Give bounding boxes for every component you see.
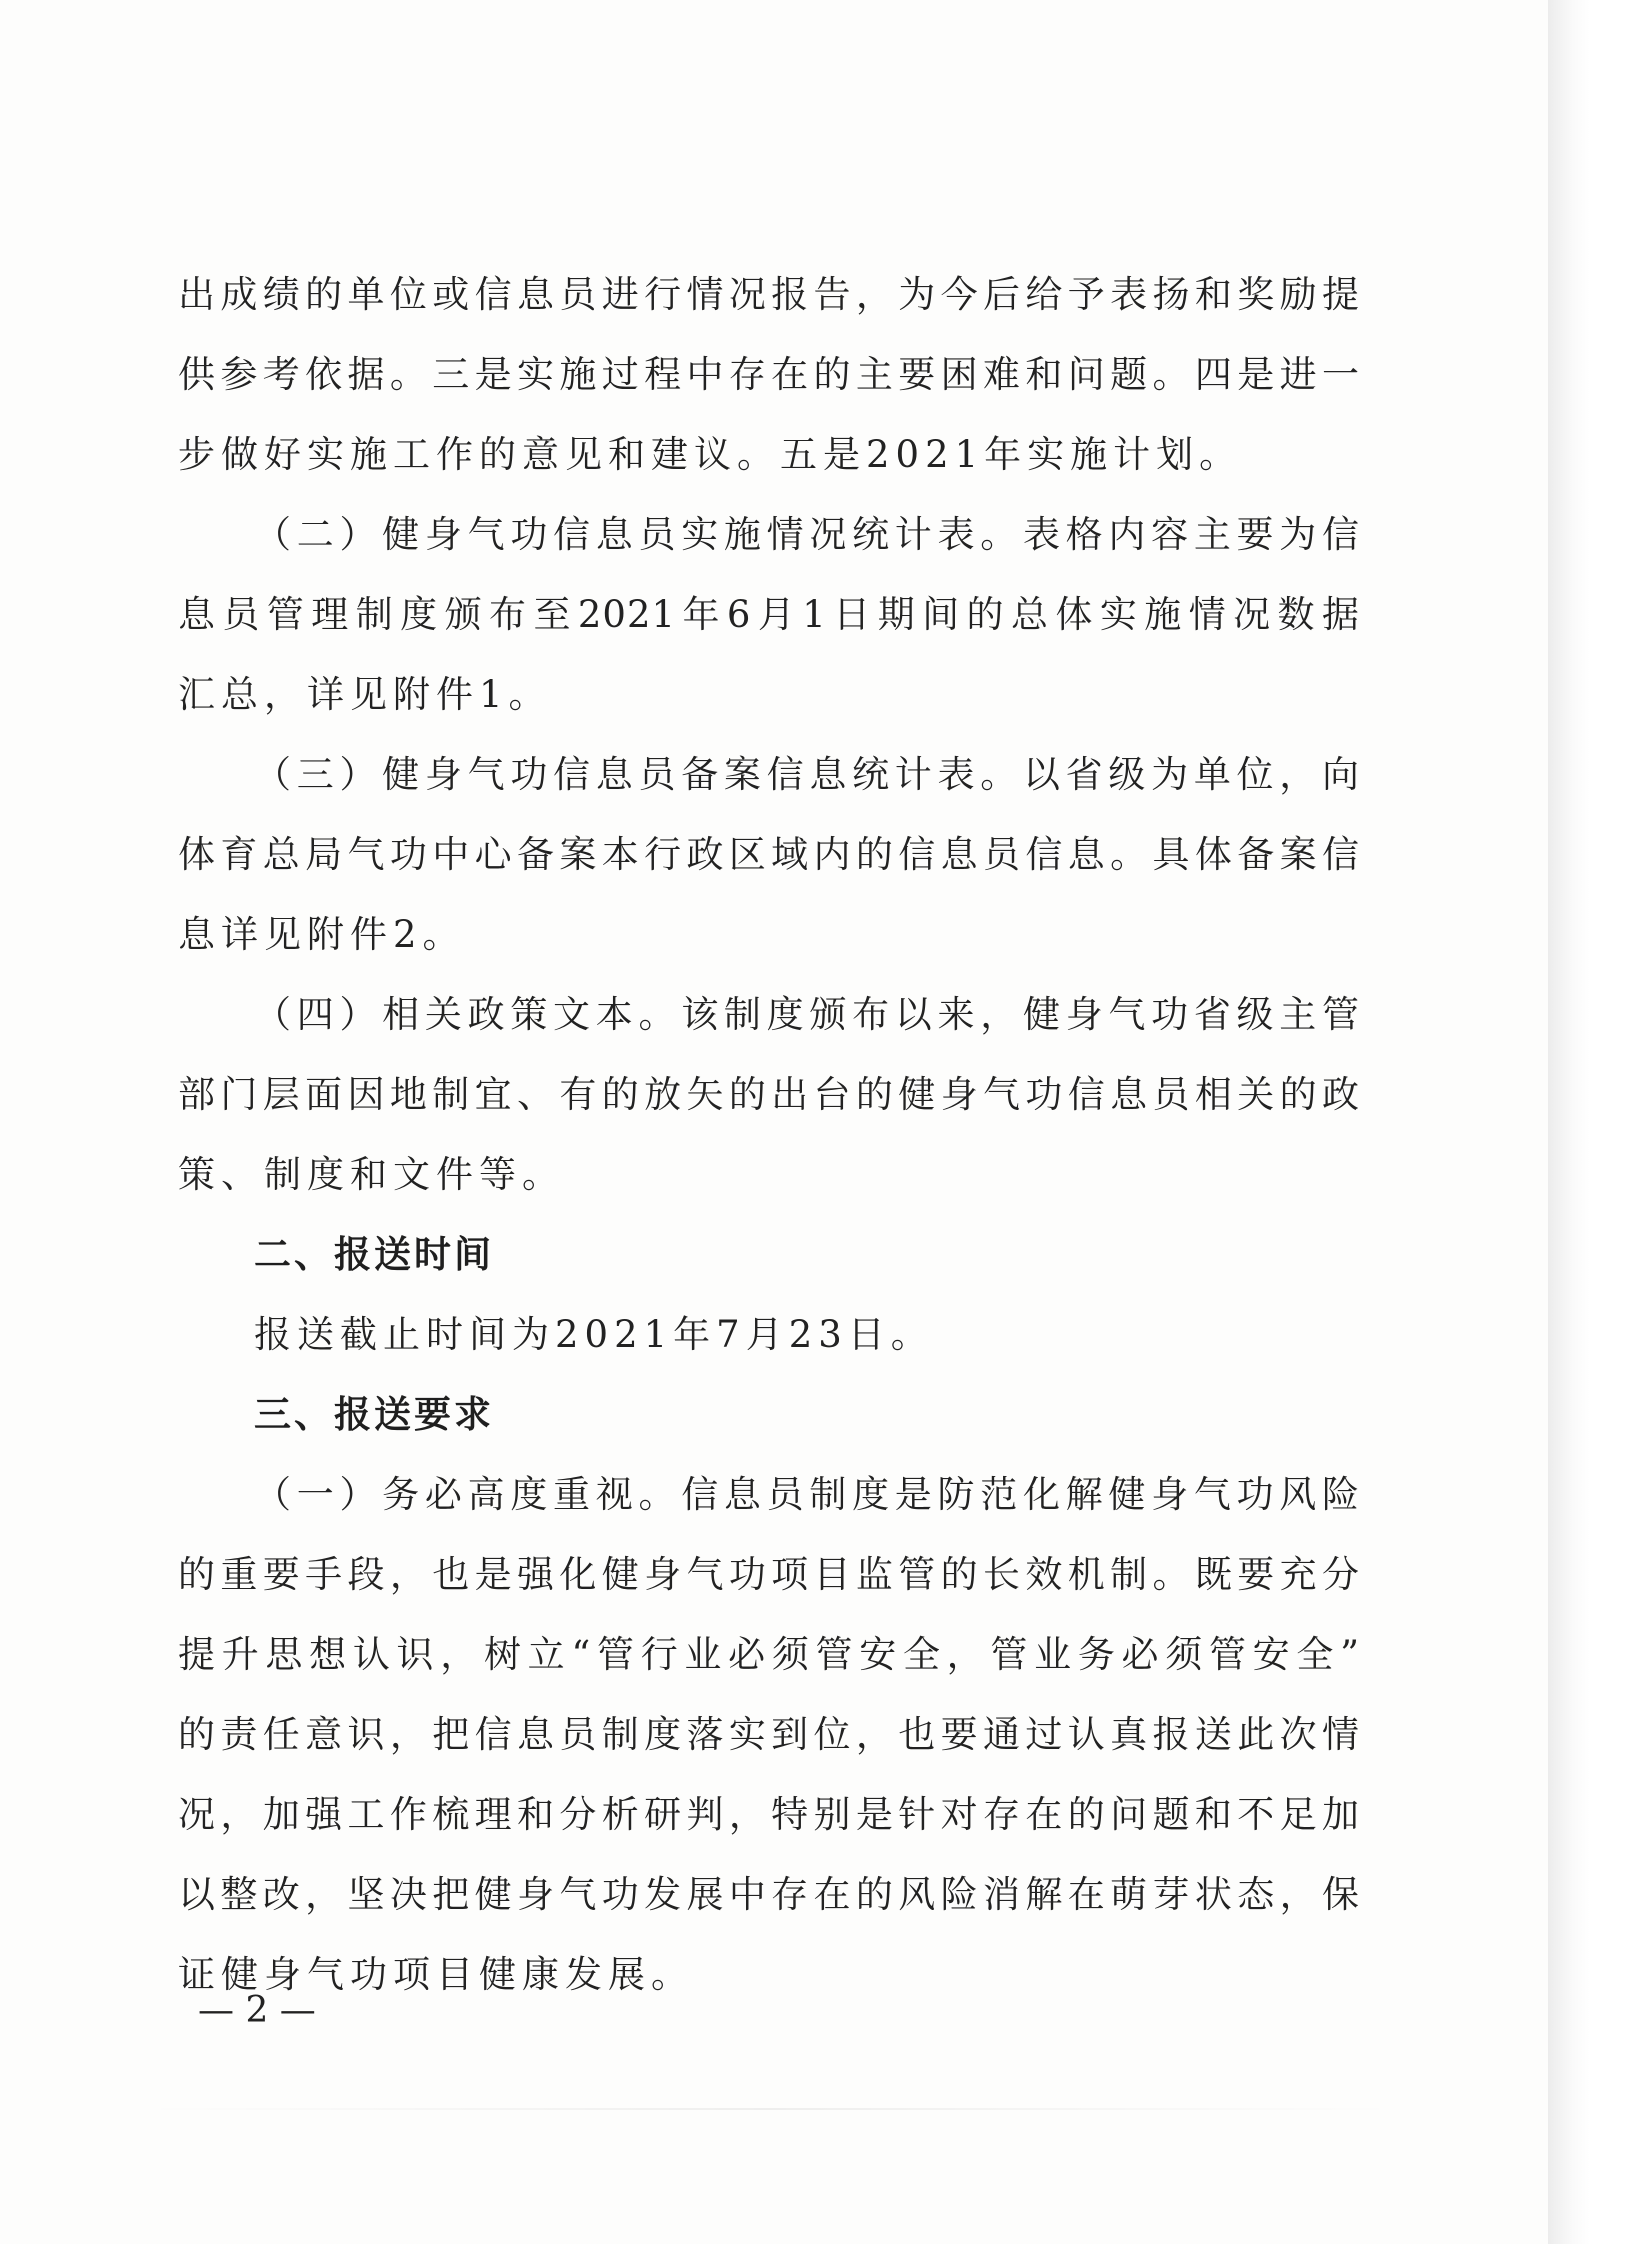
body-line: 以整改，坚决把健身气功发展中存在的风险消解在萌芽状态，保 <box>178 1873 1360 1916</box>
body-line: 体育总局气功中心备案本行政区域内的信息员信息。具体备案信 <box>178 833 1360 876</box>
bottom-divider <box>140 2108 1400 2110</box>
body-line: 息员管理制度颁布至2021年6月1日期间的总体实施情况数据 <box>178 593 1360 636</box>
page-edge-shadow <box>1548 0 1590 2244</box>
body-line: 部门层面因地制宜、有的放矢的出台的健身气功信息员相关的政 <box>178 1073 1360 1116</box>
body-line: 息详见附件2。 <box>178 913 466 956</box>
body-line: 的重要手段，也是强化健身气功项目监管的长效机制。既要充分 <box>178 1553 1360 1596</box>
body-line: （二）健身气功信息员实施情况统计表。表格内容主要为信 <box>254 513 1360 556</box>
section-heading-submission-time: 二、报送时间 <box>254 1233 494 1276</box>
body-line: （四）相关政策文本。该制度颁布以来，健身气功省级主管 <box>254 993 1360 1036</box>
document-body <box>178 255 1360 2015</box>
body-line: 证健身气功项目健康发展。 <box>178 1953 694 1996</box>
body-line: 出成绩的单位或信息员进行情况报告，为今后给予表扬和奖励提 <box>178 273 1360 316</box>
body-line: 策、制度和文件等。 <box>178 1153 565 1196</box>
body-line: 汇总，详见附件1。 <box>178 673 552 716</box>
body-line: 供参考依据。三是实施过程中存在的主要困难和问题。四是进一 <box>178 353 1360 396</box>
body-line: （三）健身气功信息员备案信息统计表。以省级为单位，向 <box>254 753 1360 796</box>
page-number: — 2 — <box>198 1990 316 2031</box>
section-heading-submission-requirements: 三、报送要求 <box>254 1393 494 1436</box>
body-line: 况，加强工作梳理和分析研判，特别是针对存在的问题和不足加 <box>178 1793 1360 1836</box>
body-line: （一）务必高度重视。信息员制度是防范化解健身气功风险 <box>254 1473 1360 1516</box>
body-line: 提升思想认识，树立“管行业必须管安全，管业务必须管安全” <box>178 1633 1360 1676</box>
body-line: 步做好实施工作的意见和建议。五是2021年实施计划。 <box>178 433 1243 476</box>
body-line: 的责任意识，把信息员制度落实到位，也要通过认真报送此次情 <box>178 1713 1360 1756</box>
submission-deadline-text: 报送截止时间为2021年7月23日。 <box>254 1313 934 1356</box>
